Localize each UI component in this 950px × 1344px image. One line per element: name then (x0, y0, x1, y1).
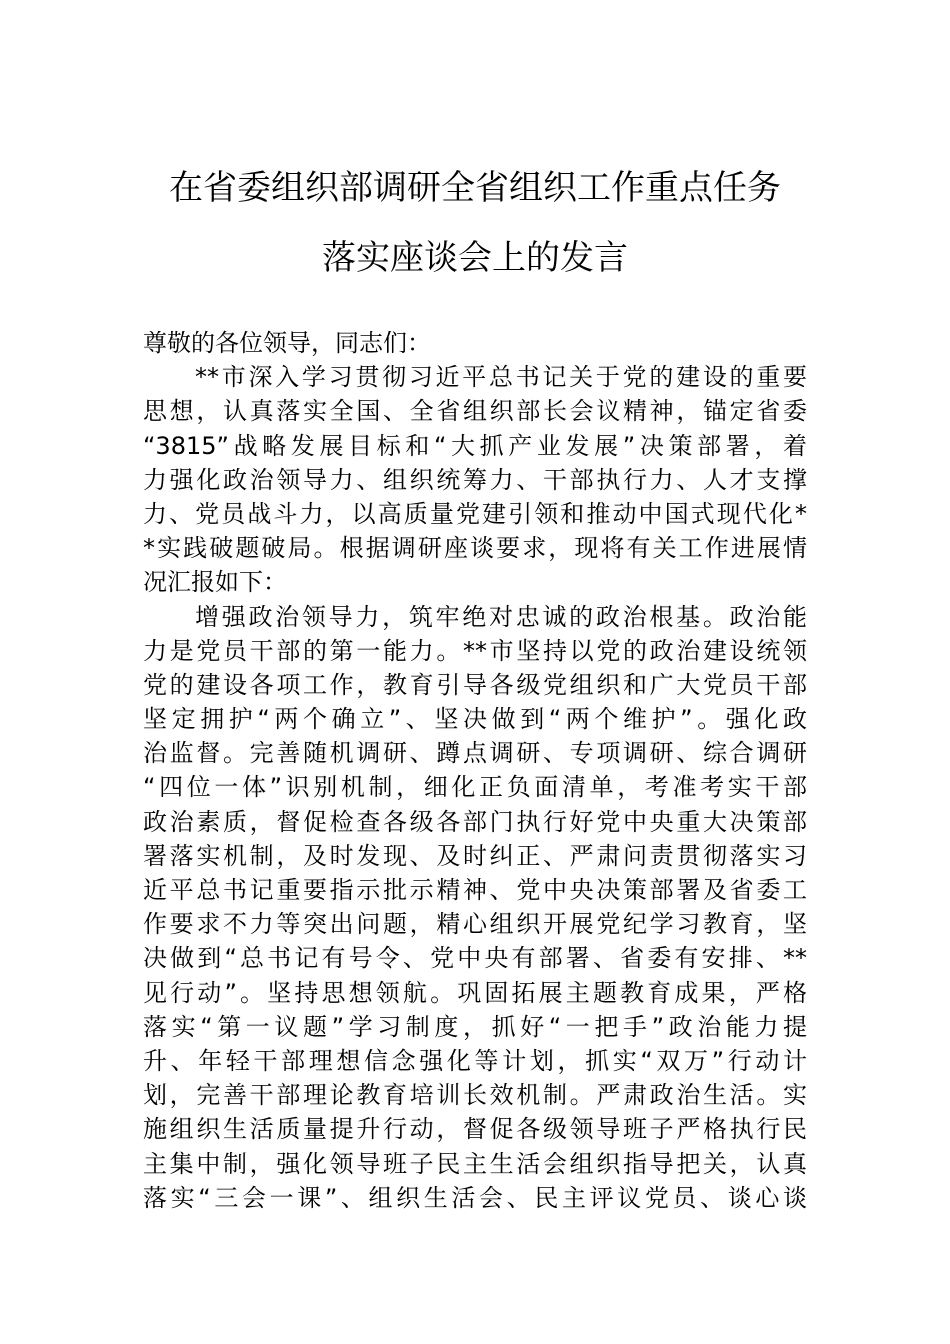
paragraph-line: “四位一体”识别机制，细化正负面清单，考准考实干部 (143, 773, 807, 802)
document-title-line-1: 在省委组织部调研全省组织工作重点任务 (169, 168, 781, 208)
paragraph-line: 党的建设各项工作，教育引导各级党组织和广大党员干部 (143, 670, 807, 699)
paragraph-line: 政治素质，督促检查各级各部门执行好党中央重大决策部 (143, 807, 807, 836)
paragraph-line: 思想，认真落实全国、全省组织部长会议精神，锚定省委 (143, 397, 807, 426)
paragraph-line: 落实“第一议题”学习制度，抓好“一把手”政治能力提 (143, 1012, 807, 1041)
paragraph-line: 决做到“总书记有号令、党中央有部署、省委有安排、** (143, 944, 807, 973)
paragraph-line: 划，完善干部理论教育培训长效机制。严肃政治生活。实 (143, 1081, 807, 1110)
paragraph-line: 落实“三会一课”、组织生活会、民主评议党员、谈心谈 (143, 1183, 807, 1212)
paragraph-line: *实践破题破局。根据调研座谈要求，现将有关工作进展情 (143, 534, 807, 563)
paragraph-line: 作要求不力等突出问题，精心组织开展党纪学习教育，坚 (143, 910, 807, 939)
paragraph-line: 力、党员战斗力，以高质量党建引领和推动中国式现代化* (143, 499, 807, 528)
paragraph-line: 况汇报如下： (143, 568, 287, 597)
salutation: 尊敬的各位领导，同志们： (143, 329, 431, 357)
paragraph-line: 升、年轻干部理想信念强化等计划，抓实“双万”行动计 (143, 1046, 807, 1075)
paragraph-line: 见行动”。坚持思想领航。巩固拓展主题教育成果，严格 (143, 978, 807, 1007)
paragraph-line: 署落实机制，及时发现、及时纠正、严肃问责贯彻落实习 (143, 841, 807, 870)
document-title-line-2: 落实座谈会上的发言 (322, 238, 628, 278)
paragraph-line: 治监督。完善随机调研、蹲点调研、专项调研、综合调研 (143, 739, 807, 768)
paragraph-line: 力是党员干部的第一能力。**市坚持以党的政治建设统领 (143, 636, 807, 665)
paragraph-line: 增强政治领导力，筑牢绝对忠诚的政治根基。政治能 (195, 602, 807, 631)
paragraph-line: 施组织生活质量提升行动，督促各级领导班子严格执行民 (143, 1115, 807, 1144)
document-body (143, 326, 807, 1215)
paragraph-line: **市深入学习贯彻习近平总书记关于党的建设的重要 (195, 363, 807, 392)
paragraph-line: 坚定拥护“两个确立”、坚决做到“两个维护”。强化政 (143, 705, 807, 734)
paragraph-line: 力强化政治领导力、组织统筹力、干部执行力、人才支撑 (143, 465, 807, 494)
paragraph-line: 近平总书记重要指示批示精神、党中央决策部署及省委工 (143, 876, 807, 904)
paragraph-line: “3815”战略发展目标和“大抓产业发展”决策部署，着 (143, 431, 807, 460)
paragraph-line: 主集中制，强化领导班子民主生活会组织指导把关，认真 (143, 1149, 807, 1178)
